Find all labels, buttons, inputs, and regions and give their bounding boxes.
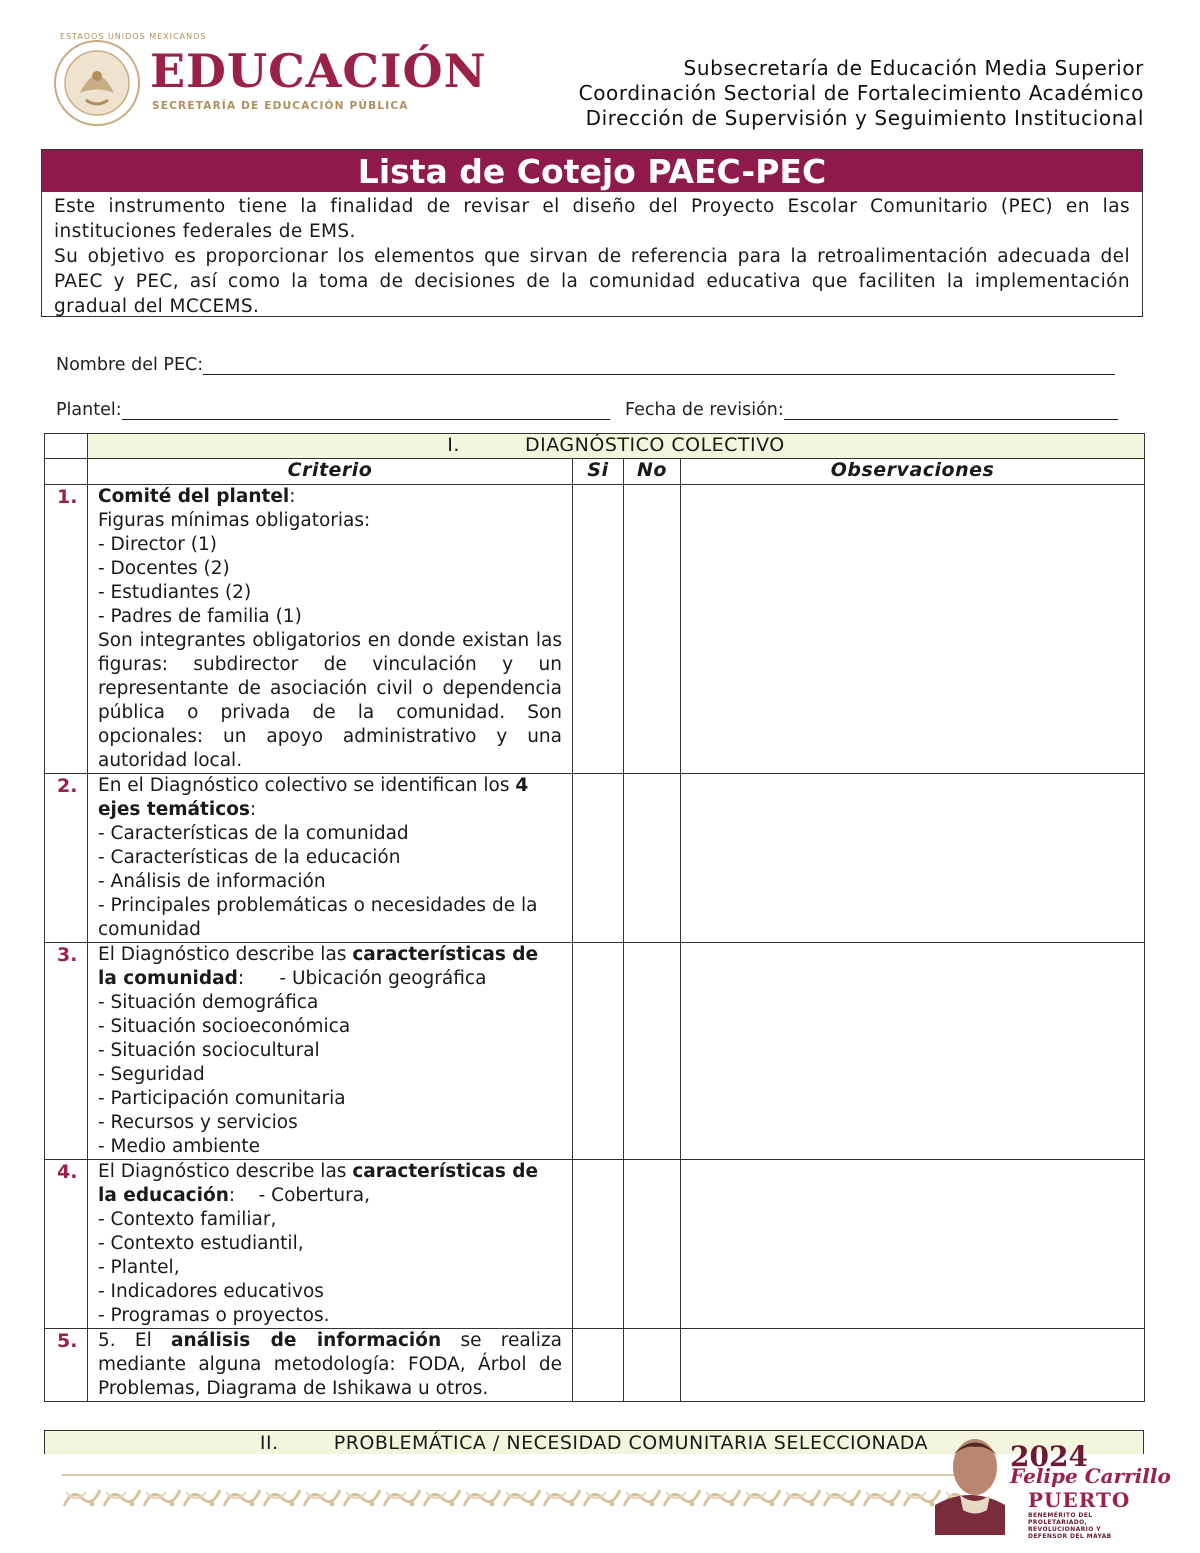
list-item: - Programas o proyectos. [98, 1305, 330, 1326]
title-box [41, 149, 1143, 317]
si-cell[interactable] [573, 1329, 624, 1402]
column-header-blank [45, 459, 88, 485]
header-institution-lines [579, 56, 1144, 131]
intro-paragraph-1: Este instrumento tiene la finalidad de revisar el diseño del Proyecto Escolar Comunitario (PEC) en las instituciones federales de EMS. [54, 196, 1130, 242]
table-row [45, 943, 1145, 1160]
footer-tagline: BENEMÉRITO DEL PROLETARIADO, REVOLUCIONARIO Y DEFENSOR DEL MAYAB [1028, 1512, 1112, 1540]
intro-paragraph-2: Su objetivo es proporcionar los elementos que sirvan de referencia para la retroalimentación adecuada del PAEC y PEC, así como la toma de decisiones de la comunidad educativa que faciliten la implementación gradual del MCCEMS. [54, 246, 1130, 317]
criterio-before: El Diagnóstico describe las [98, 1161, 353, 1182]
list-item: - Situación socioeconómica [98, 1016, 351, 1037]
list-item: - Estudiantes (2) [98, 582, 252, 603]
header-line-1: Subsecretaría de Educación Media Superior [683, 56, 1144, 80]
table-row [45, 774, 1145, 943]
column-header-criterio: Criterio [88, 459, 573, 485]
field-fecha-label: Fecha de revisión: [625, 400, 784, 420]
criterio-cell [88, 1329, 573, 1402]
criterio-after: : - Cobertura, [228, 1185, 370, 1206]
section-1-roman: I. [447, 434, 460, 456]
table-row [45, 485, 1145, 774]
column-header-observaciones: Observaciones [681, 459, 1145, 485]
criterio-cell [88, 774, 573, 943]
criterio-cell [88, 1160, 573, 1329]
logo-wordmark: EDUCACIÓN [150, 44, 487, 98]
criterio-bold: características de la educación [98, 1161, 545, 1206]
felipe-carrillo-portrait-icon [925, 1425, 1015, 1535]
list-item: - Características de la comunidad [98, 823, 409, 844]
row-number: 2. [45, 774, 88, 943]
field-nombre-line[interactable] [203, 354, 1115, 375]
field-plantel-label: Plantel: [56, 400, 122, 420]
column-header-row [45, 459, 1145, 485]
criterio-before: En el Diagnóstico colectivo se identifican los [98, 775, 516, 796]
header-line-3: Dirección de Supervisión y Seguimiento Institucional [585, 106, 1144, 130]
logo-subtitle: SECRETARÍA DE EDUCACIÓN PÚBLICA [152, 100, 409, 112]
criterio-paragraph: Son integrantes obligatorios en donde existan las figuras: subdirector de vinculación y un representante de asociación civil o dependencia pública o privada de la comunidad. Son opcionales: un apoyo administrativo y una autoridad local. [98, 630, 562, 771]
list-item: - Situación demográfica [98, 992, 319, 1013]
table-row [45, 1329, 1145, 1402]
footer-rule [62, 1474, 962, 1476]
header-line-2: Coordinación Sectorial de Fortalecimiento Académico [578, 81, 1144, 105]
observaciones-cell[interactable] [681, 943, 1145, 1160]
table-row [45, 1160, 1145, 1329]
seal-text: ESTADOS UNIDOS MEXICANOS [60, 32, 207, 41]
criterio-bold: análisis de información [171, 1330, 442, 1351]
no-cell[interactable] [624, 485, 681, 774]
si-cell[interactable] [573, 485, 624, 774]
criterio-cell [88, 485, 573, 774]
field-nombre-pec [56, 354, 1115, 375]
section-2-title-text: PROBLEMÁTICA / NECESIDAD COMUNITARIA SELECCIONADA [333, 1432, 929, 1454]
column-header-si: Si [573, 459, 624, 485]
list-item: - Docentes (2) [98, 558, 230, 579]
section-1-header-row [45, 434, 1145, 459]
field-plantel [56, 399, 610, 420]
checklist-table [44, 433, 1145, 1402]
list-item: - Plantel, [98, 1257, 180, 1278]
list-item: - Padres de familia (1) [98, 606, 302, 627]
no-cell[interactable] [624, 1329, 681, 1402]
section-1-title-text: DIAGNÓSTICO COLECTIVO [525, 434, 785, 456]
list-item: - Recursos y servicios [98, 1112, 298, 1133]
no-cell[interactable] [624, 943, 681, 1160]
criterio-after: : [289, 486, 296, 507]
criterio-after: : [249, 799, 257, 820]
field-fecha [625, 399, 1118, 420]
criterio-bold: Comité del plantel [98, 486, 290, 507]
observaciones-cell[interactable] [681, 774, 1145, 943]
row-number: 4. [45, 1160, 88, 1329]
list-item: - Seguridad [98, 1064, 205, 1085]
criterio-bold: 4 ejes temáticos [98, 775, 529, 820]
list-item: - Contexto estudiantil, [98, 1233, 304, 1254]
section-1-blank-cell [45, 434, 88, 459]
list-item: - Medio ambiente [98, 1136, 260, 1157]
row-number: 1. [45, 485, 88, 774]
criterio-bold: características de la comunidad [98, 944, 545, 989]
list-item: - Análisis de información [98, 871, 326, 892]
si-cell[interactable] [573, 774, 624, 943]
mexico-seal-icon [52, 38, 142, 128]
field-plantel-line[interactable] [122, 399, 610, 420]
list-item: - Participación comunitaria [98, 1088, 346, 1109]
no-cell[interactable] [624, 1160, 681, 1329]
footer-name: Felipe Carrillo [1010, 1464, 1171, 1488]
criterio-cell [88, 943, 573, 1160]
document-title: Lista de Cotejo PAEC-PEC [42, 150, 1142, 192]
footer-year: 2024 [1010, 1440, 1088, 1473]
section-2-roman: II. [259, 1432, 279, 1454]
criterio-before: 5. El [98, 1330, 172, 1351]
intro-text [42, 192, 1142, 319]
list-item: Figuras mínimas obligatorias: [98, 510, 371, 531]
observaciones-cell[interactable] [681, 1329, 1145, 1402]
section-1-title [88, 434, 1145, 459]
si-cell[interactable] [573, 1160, 624, 1329]
row-number: 5. [45, 1329, 88, 1402]
row-number: 3. [45, 943, 88, 1160]
si-cell[interactable] [573, 943, 624, 1160]
criterio-after: se realiza mediante alguna metodología: FODA, Árbol de Problemas, Diagrama de Ishikawa u otros. [98, 1330, 568, 1399]
field-fecha-line[interactable] [784, 399, 1118, 420]
footer-ornament-band [62, 1484, 962, 1512]
observaciones-cell[interactable] [681, 485, 1145, 774]
list-item: - Principales problemáticas o necesidades de la comunidad [98, 895, 538, 940]
list-item: - Director (1) [98, 534, 217, 555]
observaciones-cell[interactable] [681, 1160, 1145, 1329]
list-item: - Características de la educación [98, 847, 401, 868]
field-nombre-label: Nombre del PEC: [56, 355, 204, 375]
list-item: - Situación sociocultural [98, 1040, 320, 1061]
criterio-before: El Diagnóstico describe las [98, 944, 353, 965]
list-item: - Contexto familiar, [98, 1209, 277, 1230]
list-item: - Indicadores educativos [98, 1281, 324, 1302]
criterio-after: : - Ubicación geográfica [237, 968, 487, 989]
column-header-no: No [624, 459, 681, 485]
footer-surname: PUERTO [1028, 1488, 1131, 1512]
no-cell[interactable] [624, 774, 681, 943]
